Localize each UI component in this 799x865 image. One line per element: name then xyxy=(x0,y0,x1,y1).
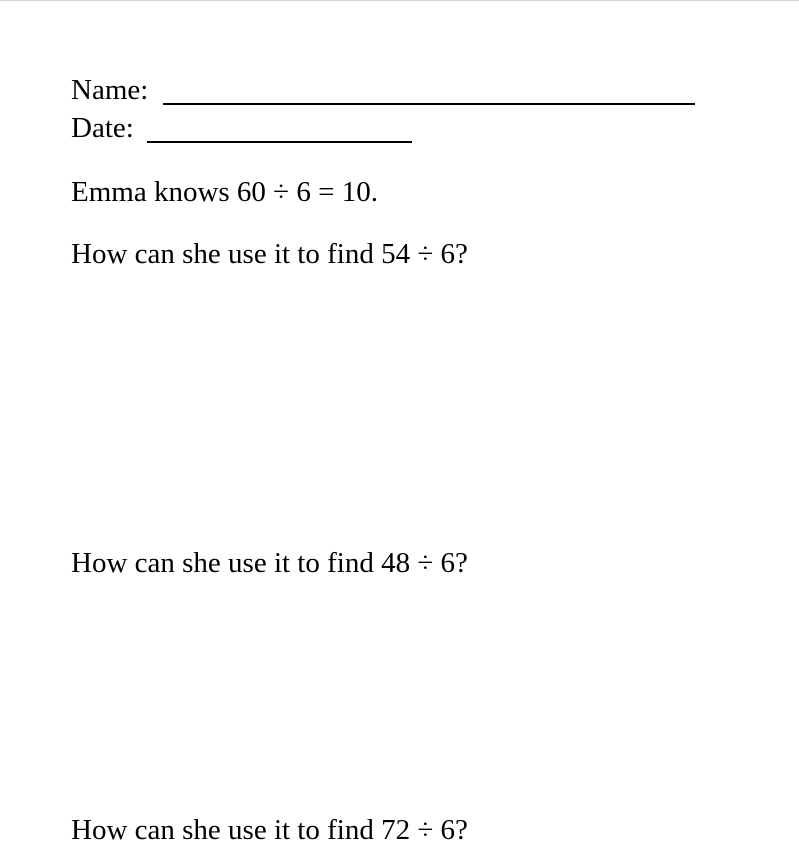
question-1: How can she use it to find 54 ÷ 6? xyxy=(71,238,468,270)
question-2: How can she use it to find 48 ÷ 6? xyxy=(71,547,468,579)
name-label: Name: xyxy=(71,74,149,106)
question-3: How can she use it to find 72 ÷ 6? xyxy=(71,814,468,846)
problem-premise: Emma knows 60 ÷ 6 = 10. xyxy=(71,176,378,208)
date-answer-line[interactable] xyxy=(147,141,412,143)
name-answer-line[interactable] xyxy=(163,103,695,105)
date-label: Date: xyxy=(71,112,134,144)
